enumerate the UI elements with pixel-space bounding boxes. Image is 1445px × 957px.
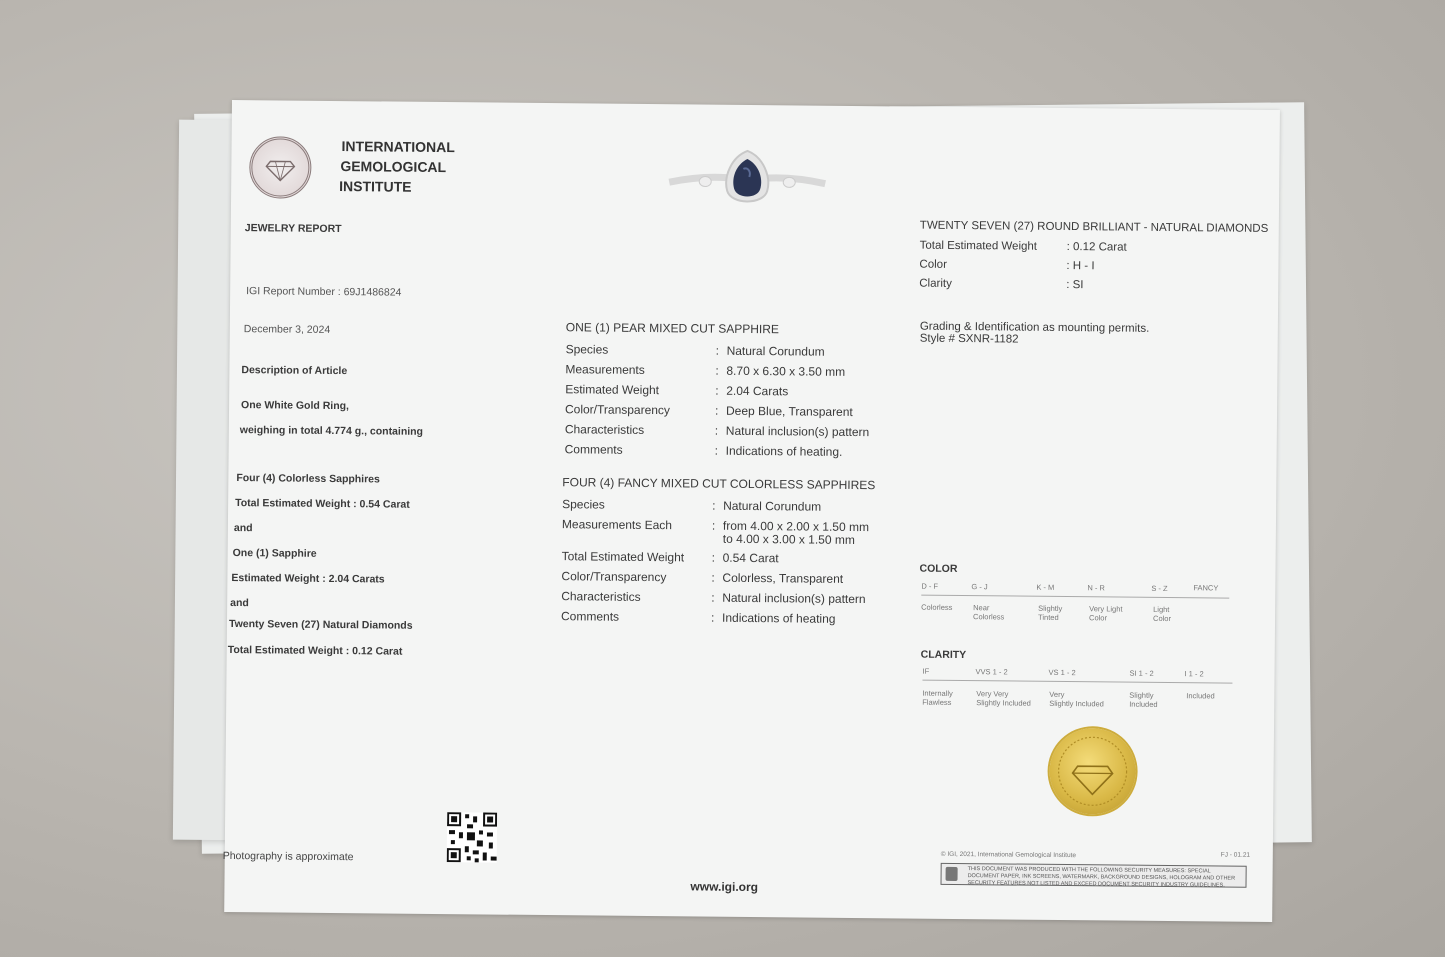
description-line: and: [233, 522, 253, 535]
sapphire-label: Characteristics: [564, 422, 645, 437]
mounting-note: Grading & Identification as mounting permits.: [919, 320, 1150, 335]
description-line: Twenty Seven (27) Natural Diamonds: [228, 617, 413, 632]
color-scale-line: [921, 595, 1229, 599]
institute-name-line2: GEMOLOGICAL: [340, 158, 447, 176]
colorless-separator: :: [711, 550, 716, 565]
gold-hologram-seal: [1049, 728, 1136, 815]
color-scale-title: COLOR: [919, 562, 958, 575]
colorless-label: Total Estimated Weight: [561, 549, 685, 565]
sapphire-separator: :: [715, 363, 719, 378]
security-text: THIS DOCUMENT WAS PRODUCED WITH THE FOLLOWING SECURITY MEASURES: SPECIAL DOCUMENT PAPER, INK SCREENS, WATERMARK, BACKGROUND DESIGNS, HOLOGRAM AND OTHER SECURITY FEATURES NOT LISTED AND EXCEED DOCUMENT SECURITY INDUSTRY GUIDELINES.: [967, 866, 1236, 889]
color-description: Very Light Color: [1089, 604, 1123, 623]
color-description: Colorless: [921, 602, 953, 612]
institute-name-line1: INTERNATIONAL: [341, 138, 455, 156]
sapphire-label: Measurements: [565, 362, 645, 377]
sapphire-label: Estimated Weight: [565, 382, 660, 398]
institute-name-line3: INSTITUTE: [339, 178, 412, 195]
clarity-grade: I 1 - 2: [1184, 669, 1204, 679]
diamonds-value: : H - I: [1066, 260, 1095, 273]
color-grade: G - J: [971, 582, 988, 592]
clarity-scale-line: [922, 680, 1232, 684]
sapphire-separator: :: [715, 383, 719, 398]
description-line: Total Estimated Weight : 0.12 Carat: [227, 643, 403, 658]
diamonds-label: Clarity: [919, 277, 952, 290]
colorless-heading: FOUR (4) FANCY MIXED CUT COLORLESS SAPPHIRES: [562, 475, 876, 493]
colorless-value: from 4.00 x 2.00 x 1.50 mm: [722, 518, 870, 535]
colorless-label: Species: [562, 497, 605, 512]
color-grade: S - Z: [1151, 583, 1168, 594]
security-notice: [940, 863, 1246, 888]
color-grade: FANCY: [1193, 583, 1219, 593]
sapphire-label: Comments: [564, 442, 623, 457]
sapphire-value: Natural Corundum: [726, 343, 825, 359]
colorless-separator: :: [711, 570, 715, 585]
clarity-grade: IF: [922, 666, 930, 676]
color-grade: D - F: [921, 581, 939, 591]
sapphire-value: Indications of heating.: [725, 443, 843, 459]
colorless-separator: :: [712, 498, 716, 513]
report-type: JEWELRY REPORT: [244, 222, 342, 236]
diamonds-value: : SI: [1066, 279, 1084, 292]
colorless-separator: :: [711, 518, 716, 533]
sapphire-value: Deep Blue, Transparent: [725, 403, 853, 419]
diamonds-label: Total Estimated Weight: [919, 239, 1038, 253]
colorless-value: 0.54 Carat: [722, 550, 779, 566]
clarity-grade: VS 1 - 2: [1048, 667, 1076, 678]
diamond-icon: [264, 151, 296, 183]
colorless-value: Natural Corundum: [723, 498, 822, 514]
clarity-description: Slightly Included: [1129, 690, 1158, 709]
clarity-description: Very Slightly Included: [1049, 689, 1104, 709]
description-line: One White Gold Ring,: [241, 399, 350, 413]
diamonds-label: Color: [919, 258, 947, 271]
report-date: December 3, 2024: [243, 323, 331, 336]
sapphire-separator: :: [714, 443, 719, 458]
diamond-icon: [1049, 728, 1136, 815]
colorless-separator: :: [711, 590, 715, 605]
clarity-description: Internally Flawless: [922, 688, 953, 707]
form-code: FJ - 01.21: [1220, 851, 1251, 859]
sapphire-separator: :: [714, 403, 719, 418]
sapphire-heading: ONE (1) PEAR MIXED CUT SAPPHIRE: [565, 320, 780, 337]
description-line: and: [230, 597, 249, 610]
igi-jewelry-report: [224, 100, 1280, 922]
colorless-value: Natural inclusion(s) pattern: [722, 590, 866, 607]
colorless-label: Color/Transparency: [561, 569, 667, 585]
sapphire-value: 2.04 Carats: [726, 383, 789, 399]
ring-photo: [667, 144, 828, 222]
colorless-label: Comments: [560, 609, 620, 624]
diamonds-heading: TWENTY SEVEN (27) ROUND BRILLIANT - NATURAL DIAMONDS: [919, 219, 1269, 235]
description-line: Four (4) Colorless Sapphires: [236, 472, 380, 486]
color-description: Slightly Tinted: [1038, 603, 1063, 622]
lock-icon: [946, 867, 958, 881]
clarity-description: Included: [1186, 691, 1215, 701]
sapphire-separator: :: [715, 343, 720, 358]
diamonds-value: : 0.12 Carat: [1066, 241, 1127, 254]
colorless-separator: :: [710, 610, 715, 625]
sapphire-label: Color/Transparency: [564, 402, 671, 418]
description-line: One (1) Sapphire: [232, 547, 317, 560]
photography-note: Photography is approximate: [222, 849, 354, 864]
sapphire-separator: :: [714, 423, 719, 438]
description-line: Total Estimated Weight : 0.54 Carat: [235, 497, 410, 511]
report-number: IGI Report Number : 69J1486824: [246, 285, 402, 299]
sapphire-value: Natural inclusion(s) pattern: [725, 423, 870, 440]
color-description: Light Color: [1153, 604, 1172, 624]
color-grade: N - R: [1087, 583, 1105, 593]
colorless-value: Colorless, Transparent: [722, 570, 844, 586]
sapphire-value: 8.70 x 6.30 x 3.50 mm: [726, 363, 846, 379]
clarity-grade: VVS 1 - 2: [975, 667, 1008, 677]
copyright: © IGI, 2021, International Gemological Institute: [940, 850, 1077, 860]
colorless-value: Indications of heating: [721, 610, 836, 626]
description-heading: Description of Article: [241, 364, 348, 378]
description-line: weighing in total 4.774 g., containing: [239, 424, 424, 438]
color-description: Near Colorless: [973, 603, 1005, 622]
colorless-label: Measurements Each: [561, 517, 673, 533]
colorless-label: Characteristics: [561, 589, 641, 604]
style-number: Style # SXNR-1182: [919, 332, 1019, 346]
igi-seal-logo: [249, 136, 312, 199]
clarity-description: Very Very Slightly Included: [976, 689, 1031, 708]
sapphire-label: Species: [565, 342, 609, 357]
description-line: Estimated Weight : 2.04 Carats: [231, 572, 385, 586]
color-grade: K - M: [1036, 582, 1055, 592]
clarity-scale-title: CLARITY: [920, 648, 967, 662]
colorless-value-line2: to 4.00 x 3.00 x 1.50 mm: [722, 531, 855, 547]
website: www.igi.org: [690, 879, 759, 895]
clarity-grade: SI 1 - 2: [1129, 668, 1154, 678]
qr-code: [447, 812, 497, 862]
